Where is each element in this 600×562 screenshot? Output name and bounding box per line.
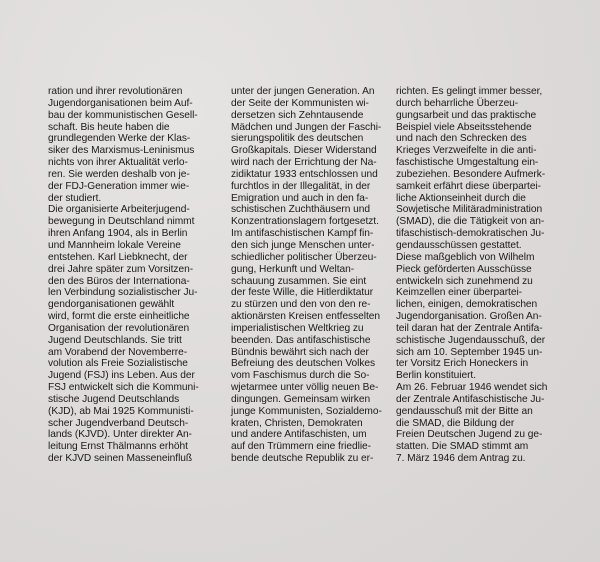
text-line: ihren Anfang 1904, als in Berlin: [48, 228, 188, 240]
text-line: Die organisierte Arbeiterjugend-: [48, 204, 190, 216]
text-line: Jugend Deutschlands. Sie tritt: [48, 334, 182, 346]
text-line: wjetarmee unter völlig neuen Be-: [231, 382, 379, 394]
text-line: grundlegenden Werke der Klas-: [48, 133, 191, 145]
text-line: Jugendorganisation. Großen An-: [396, 311, 542, 323]
text-line: der Seite der Kommunisten wi-: [231, 97, 369, 109]
text-line: stische Jugend Deutschlands: [48, 393, 180, 405]
text-line: ration und ihrer revolutionären: [48, 86, 183, 97]
text-line: Beispiel viele Abseitsstehende: [396, 121, 532, 133]
text-line: nichts von ihrer Aktualität verlo-: [48, 157, 188, 169]
text-line: (KJD), ab Mai 1925 Kommunisti-: [48, 405, 194, 417]
text-line: bau der kommunistischen Gesell-: [48, 109, 198, 121]
text-column-2: [231, 86, 401, 465]
text-line: faschistische Umgestaltung ein-: [396, 157, 539, 169]
text-line: Freien Deutschen Jugend zu ge-: [396, 429, 543, 441]
text-line: lichen, einigen, demokratischen: [396, 299, 538, 311]
text-line: der Zentrale Antifaschistische Ju-: [396, 393, 545, 405]
text-line: volution als Freie Sozialistische: [48, 358, 188, 370]
text-line: gungsarbeit und das praktische: [396, 109, 537, 121]
text-line: Jugendorganisationen beim Auf-: [48, 97, 193, 109]
text-line: zidiktatur 1933 entschlossen und: [231, 168, 378, 180]
text-column-1: [48, 86, 218, 465]
text-line: den des Büros der Internationa-: [48, 275, 190, 287]
text-line: der studiert.: [48, 192, 102, 204]
text-line: der feste Wille, die Hitlerdiktatur: [231, 287, 374, 299]
text-line: gung, Herkunft und Weltan-: [231, 263, 355, 275]
text-line: liche Aktionseinheit durch die: [396, 192, 526, 204]
text-line: Berlin konstituiert.: [396, 370, 476, 382]
text-line: Bündnis bewährt sich nach der: [231, 346, 369, 358]
text-line: FSJ entwickelt sich die Kommuni-: [48, 382, 199, 394]
text-line: samkeit erfährt diese überpartei-: [396, 180, 542, 192]
text-line: schauung zusammen. Sie eint: [231, 275, 367, 287]
text-line: statten. Die SMAD stimmt am: [396, 441, 529, 453]
text-line: Pieck geförderten Ausschüsse: [396, 263, 532, 275]
text-line: siker des Marxismus-Leninismus: [48, 145, 195, 157]
text-line: unter der jungen Generation. An: [231, 86, 375, 97]
text-line: schistische Jugendausschuß, der: [396, 334, 546, 346]
text-line: bende deutsche Republik zu er-: [231, 453, 374, 465]
text-line: auf den Trümmern eine friedlie-: [231, 441, 372, 453]
text-line: ren. Sie werden deshalb von je-: [48, 168, 190, 180]
text-line: am Vorabend der Novemberre-: [48, 346, 188, 358]
text-line: Jugend (FSJ) ins Leben. Aus der: [48, 370, 195, 382]
text-line: Am 26. Februar 1946 wendet sich: [396, 382, 548, 394]
text-line: sierungspolitik des deutschen: [231, 133, 364, 145]
text-line: entwickeln sich zunehmend zu: [396, 275, 533, 287]
text-line: Befreiung des deutschen Volkes: [231, 358, 376, 370]
text-line: zu stürzen und den von den re-: [231, 299, 371, 311]
text-line: wird nach der Errichtung der Na-: [231, 157, 377, 169]
text-line: Großkapitals. Dieser Widerstand: [231, 145, 377, 157]
text-line: und Mannheim lokale Vereine: [48, 239, 181, 251]
text-line: (SMAD), die die Tätigkeit von an-: [396, 216, 545, 228]
text-line: Krieges Verzweifelte in die anti-: [396, 145, 537, 157]
text-line: len Verbindung sozialistischer Ju-: [48, 287, 198, 299]
text-line: Emigration und auch in den fa-: [231, 192, 369, 204]
text-line: gendorganisationen gewählt: [48, 299, 175, 311]
text-line: furchtlos in der Illegalität, in der: [231, 180, 371, 192]
text-line: ter Vorsitz Erich Honeckers in: [396, 358, 529, 370]
text-line: Diese maßgeblich von Wilhelm: [396, 251, 535, 263]
text-line: beenden. Das antifaschistische: [231, 334, 371, 346]
text-line: sich am 10. September 1945 un-: [396, 346, 543, 358]
text-line: entstehen. Karl Liebknecht, der: [48, 251, 188, 263]
text-line: und andere Antifaschisten, um: [231, 429, 367, 441]
text-line: schistischen Zuchthäusern und: [231, 204, 370, 216]
text-line: bewegung in Deutschland nimmt: [48, 216, 195, 228]
text-line: gendausschuß mit der Bitte an: [396, 405, 533, 417]
text-line: der FDJ-Generation immer wie-: [48, 180, 190, 192]
text-line: Keimzellen einer überpartei-: [396, 287, 523, 299]
text-line: scher Jugendverband Deutsch-: [48, 417, 189, 429]
text-line: die SMAD, die Bildung der: [396, 417, 515, 429]
text-line: der KJVD seinen Masseneinfluß: [48, 453, 193, 465]
text-line: Organisation der revolutionären: [48, 322, 190, 334]
text-line: imperialistischen Weltkrieg zu: [231, 322, 364, 334]
text-line: schaft. Bis heute haben die: [48, 121, 170, 133]
text-line: kraten, Christen, Demokraten: [231, 417, 363, 429]
text-line: tifaschistisch-demokratischen Ju-: [396, 228, 545, 240]
text-line: drei Jahre später zum Vorsitzen-: [48, 263, 194, 275]
text-line: teil daran hat der Zentrale Antifa-: [396, 322, 543, 334]
text-line: lands (KJVD). Unter direkter An-: [48, 429, 192, 441]
text-line: gendausschüssen gestattet.: [396, 239, 522, 251]
text-line: dingungen. Gemeinsam wirken: [231, 393, 371, 405]
text-line: 7. März 1946 dem Antrag zu.: [396, 453, 526, 465]
text-line: junge Kommunisten, Sozialdemo-: [231, 405, 382, 417]
text-line: Konzentrationslagern fortgesetzt.: [231, 216, 379, 228]
text-line: wird, formt die erste einheitliche: [48, 311, 190, 323]
text-line: und nach den Schrecken des: [396, 133, 527, 145]
text-line: den sich junge Menschen unter-: [231, 239, 375, 251]
text-line: richten. Es gelingt immer besser,: [396, 86, 543, 97]
text-line: Im antifaschistischen Kampf fin-: [231, 228, 374, 240]
text-line: leitung Ernst Thälmanns erhöht: [48, 441, 188, 453]
text-line: zubeziehen. Besondere Aufmerk-: [396, 168, 546, 180]
text-line: vom Faschismus durch die So-: [231, 370, 370, 382]
text-line: schiedlicher politischer Überzeu-: [231, 251, 377, 263]
text-column-3: [396, 86, 566, 465]
text-line: Sowjetische Militäradministration: [396, 204, 543, 216]
text-line: aktionärsten Kreisen entfesselten: [231, 311, 380, 323]
text-line: dersetzen sich Zehntausende: [231, 109, 364, 121]
text-line: Mädchen und Jungen der Faschi-: [231, 121, 382, 133]
text-line: durch beharrliche Überzeu-: [396, 97, 519, 109]
